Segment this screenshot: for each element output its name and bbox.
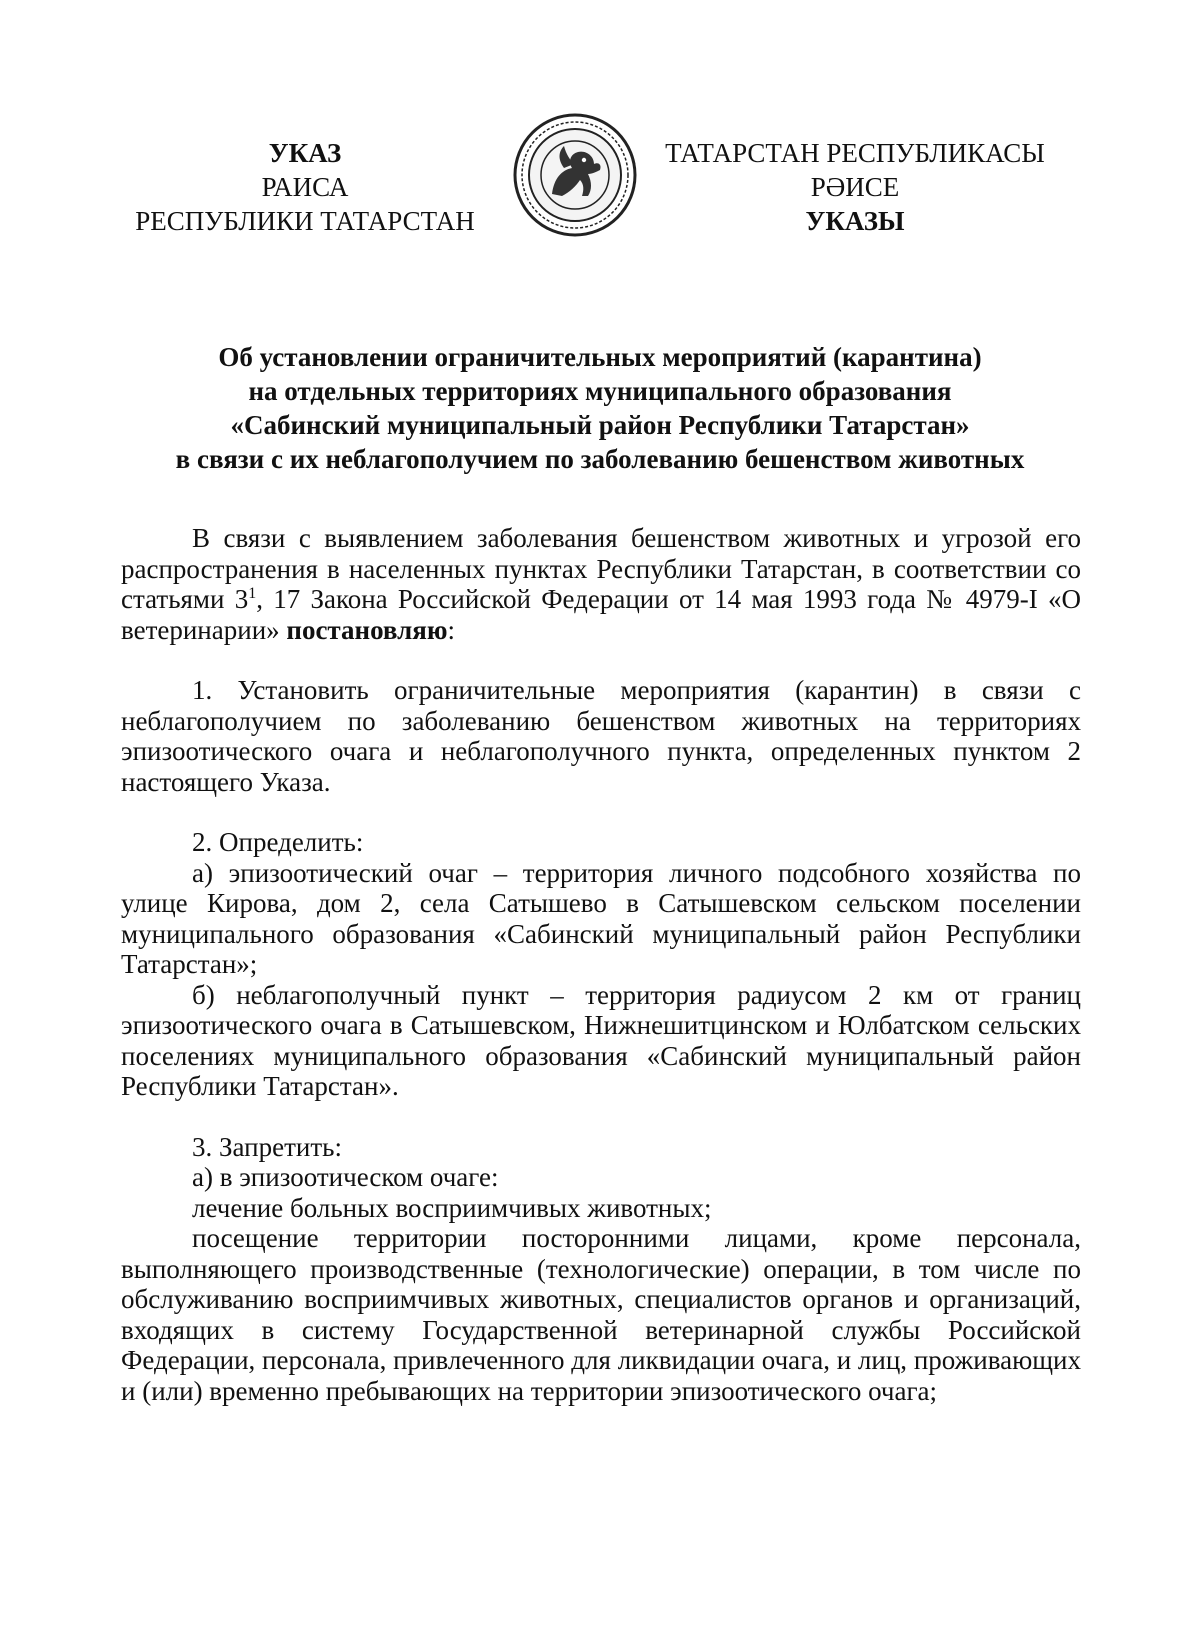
decree-body	[121, 523, 1081, 1406]
paragraph-1: 1. Установить ограничительные мероприятия (карантин) в связи с неблагополучием по заболеванию бешенством животных на территориях эпизоотического очага и неблагополучного пункта, определенных пунктом 2 настоящего Указа.	[121, 675, 1081, 797]
paragraph-3a-item-2: посещение территории посторонними лицами, кроме персонала, выполняющего производственные (технологические) операции, в том числе по обслуживанию восприимчивых животных, специалистов органов и организаций, входящих в систему Государственной ветеринарной службы Российской Федерации, персонала, привлеченного для ликвидации очага, и лиц, проживающих и (или) временно пребывающих на территории эпизоотического очага;	[121, 1223, 1081, 1406]
header-right-line-2: РӘИСЕ	[810, 172, 900, 202]
preamble-sup: 1	[248, 585, 257, 602]
preamble-bold: постановляю	[286, 614, 448, 645]
header-left	[120, 136, 490, 238]
title-line-4: в связи с их неблагополучием по заболеванию бешенством животных	[175, 444, 1025, 474]
title-line-3: «Сабинский муниципальный район Республики Татарстан»	[230, 410, 970, 440]
paragraph-3a: а) в эпизоотическом очаге:	[192, 1162, 499, 1192]
preamble-text-a: В связи с выявлением заболевания бешенством животных и угрозой его распространения в населенных пунктах Республики Татарстан, в соответствии со статьями 3	[121, 523, 1081, 614]
paragraph-2a: а) эпизоотический очаг – территория личного подсобного хозяйства по улице Кирова, дом 2, села Сатышево в Сатышевском сельском поселении муниципального образования «Сабинский муниципальный район Республики Татарстан»;	[121, 857, 1081, 979]
title-line-1: Об установлении ограничительных мероприятий (карантина)	[218, 342, 982, 372]
decree-title	[110, 340, 1090, 476]
preamble-end: :	[447, 614, 456, 645]
header-left-line-2: РАИСА	[261, 172, 349, 202]
header-right-line-3: УКАЗЫ	[805, 206, 905, 236]
header-left-line-3: РЕСПУБЛИКИ ТАТАРСТАН	[135, 206, 475, 236]
header-right-line-1: ТАТАРСТАН РЕСПУБЛИКАСЫ	[665, 138, 1045, 168]
paragraph-3-heading: 3. Запретить:	[192, 1131, 342, 1162]
header-right	[660, 136, 1050, 238]
preamble	[121, 523, 1081, 645]
header-left-line-1: УКАЗ	[268, 138, 342, 168]
paragraph-2b: б) неблагополучный пункт – территория радиусом 2 км от границ эпизоотического очага в Сатышевском, Нижнешитцинском и Юлбатском сельских поселениях муниципального образования «Сабинский муниципальный район Республики Татарстан».	[121, 979, 1081, 1101]
title-line-2: на отдельных территориях муниципального образования	[248, 376, 952, 406]
paragraph-3a-item-1: лечение больных восприимчивых животных;	[192, 1192, 712, 1223]
paragraph-2-heading: 2. Определить:	[192, 827, 364, 857]
tatarstan-coat-of-arms-icon	[512, 112, 638, 238]
preamble-text-b: , 17 Закона Российской Федерации от 14 мая 1993 года № 4979-I «О ветеринарии»	[121, 584, 1081, 645]
